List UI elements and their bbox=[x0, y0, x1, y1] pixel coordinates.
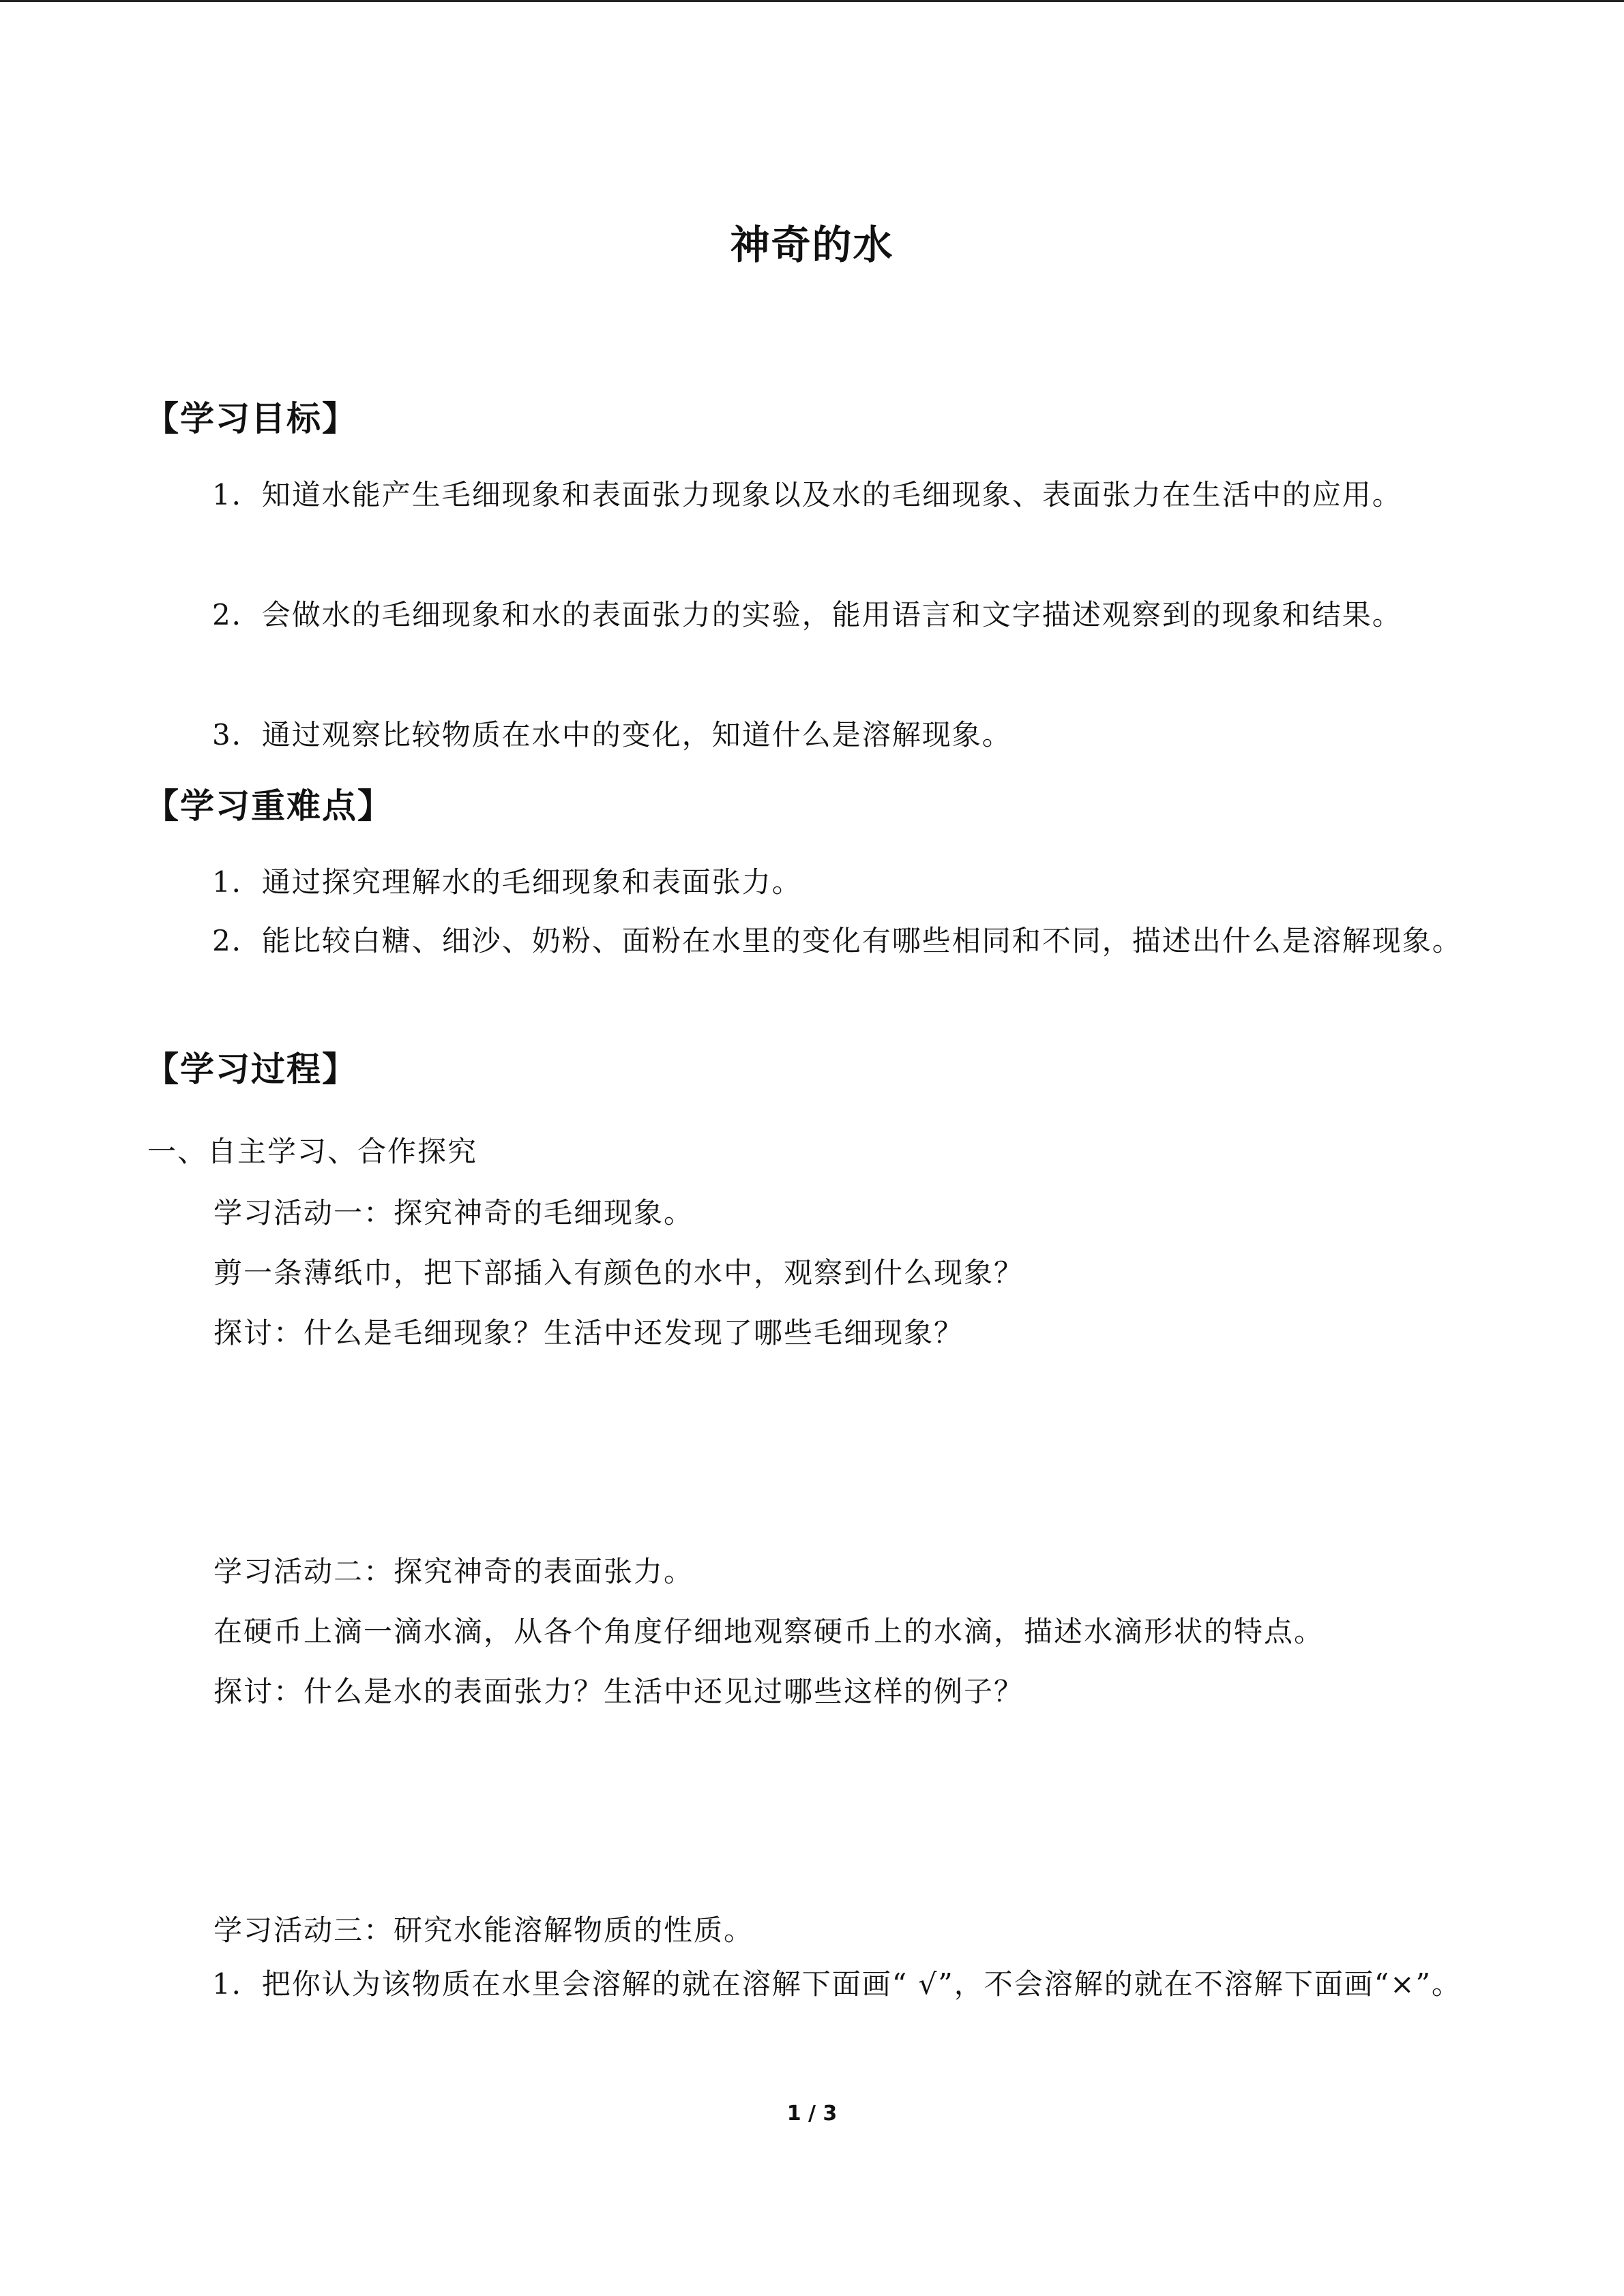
activity-1-task: 剪一条薄纸巾，把下部插入有颜色的水中，观察到什么现象？ bbox=[213, 1256, 1024, 1289]
activity-2-discuss: 探讨：什么是水的表面张力？生活中还见过哪些这样的例子？ bbox=[213, 1675, 1024, 1708]
section-heading-key-points: 【学习重难点】 bbox=[145, 786, 393, 826]
activity-1-discuss: 探讨：什么是毛细现象？生活中还发现了哪些毛细现象？ bbox=[213, 1316, 964, 1350]
key-point-item-1: 1．通过探究理解水的毛细现象和表面张力。 bbox=[212, 865, 802, 899]
goal-item-3: 3．通过观察比较物质在水中的变化，知道什么是溶解现象。 bbox=[212, 718, 1012, 751]
page-number: 1 / 3 bbox=[786, 2102, 838, 2126]
activity-2-task: 在硬币上滴一滴水滴，从各个角度仔细地观察硬币上的水滴，描述水滴形状的特点。 bbox=[213, 1615, 1325, 1648]
activity-3-title: 学习活动三：研究水能溶解物质的性质。 bbox=[213, 1913, 754, 1947]
activity-2-title: 学习活动二：探究神奇的表面张力。 bbox=[213, 1555, 694, 1588]
process-part-1: 一、自主学习、合作探究 bbox=[147, 1135, 478, 1168]
activity-1-title: 学习活动一：探究神奇的毛细现象。 bbox=[213, 1196, 694, 1229]
page-title: 神奇的水 bbox=[730, 222, 894, 268]
goal-item-1: 1．知道水能产生毛细现象和表面张力现象以及水的毛细现象、表面张力在生活中的应用。 bbox=[212, 478, 1402, 511]
activity-3-task: 1．把你认为该物质在水里会溶解的就在溶解下面画“ √”，不会溶解的就在不溶解下面画“×”。 bbox=[212, 1967, 1462, 2001]
key-point-item-2: 2．能比较白糖、细沙、奶粉、面粉在水里的变化有哪些相同和不同，描述出什么是溶解现象。 bbox=[212, 924, 1462, 957]
section-heading-process: 【学习过程】 bbox=[145, 1049, 357, 1089]
goal-item-2: 2．会做水的毛细现象和水的表面张力的实验，能用语言和文字描述观察到的现象和结果。 bbox=[212, 598, 1402, 631]
top-border-line bbox=[0, 0, 1624, 2]
section-heading-goals: 【学习目标】 bbox=[145, 399, 357, 438]
